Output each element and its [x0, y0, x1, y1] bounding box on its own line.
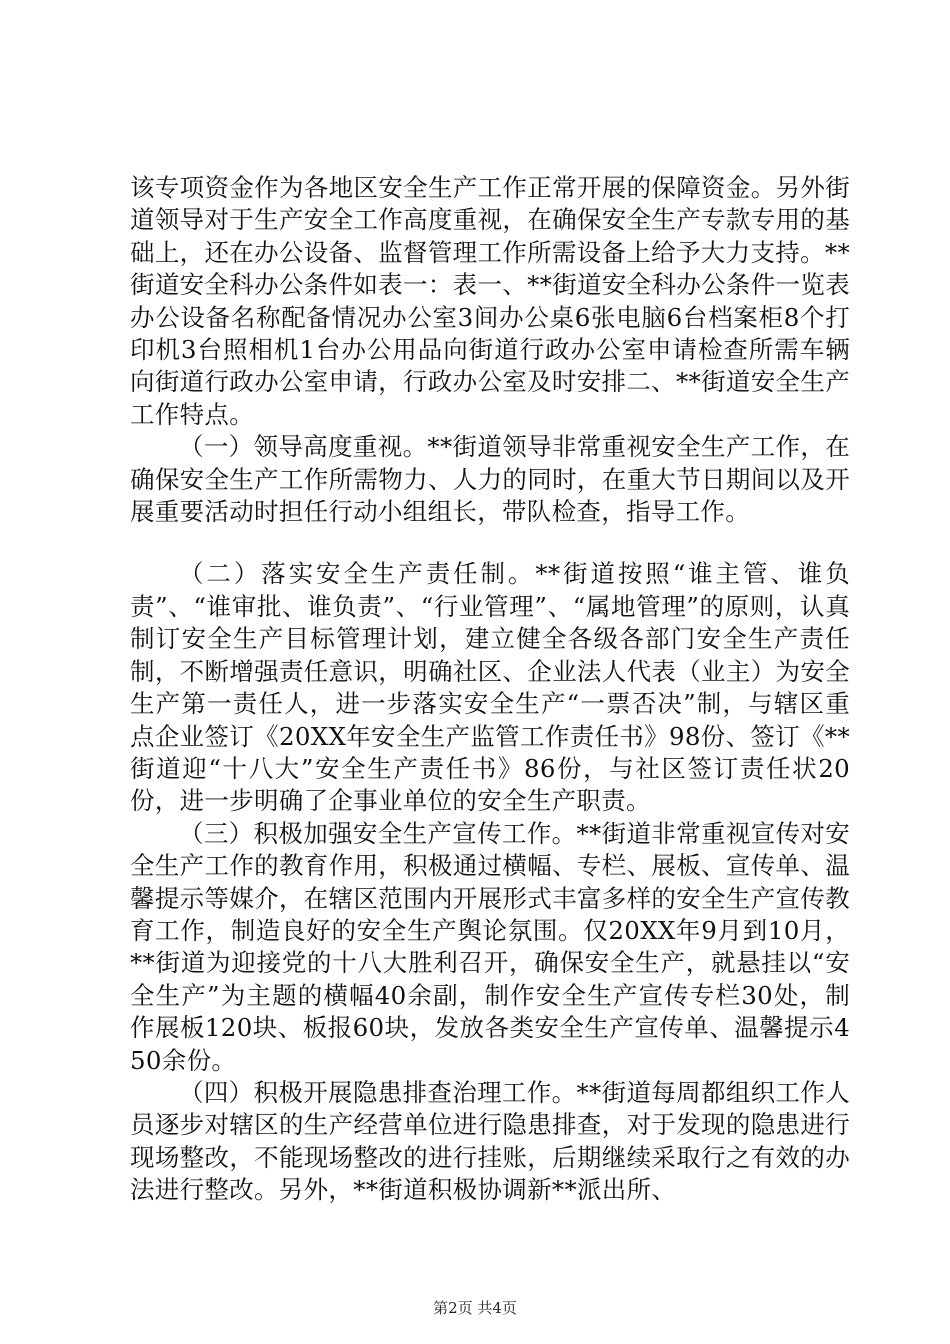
- paragraph-publicity: （三）积极加强安全生产宣传工作。**街道非常重视宣传对安全生产工作的教育作用，积极通过横幅、专栏、展板、宣传单、温馨提示等媒介，在辖区范围内开展形式丰富多样的安全生产宣传教育工作，制造良好的安全生产舆论氛围。仅20XX年9月到10月，**街道为迎接党的十八大胜利召开，确保安全生产，就悬挂以“安全生产”为主题的横幅40余副，制作安全生产宣传专栏30处，制作展板120块、板报60块，发放各类安全生产宣传单、温馨提示450余份。: [130, 818, 850, 1075]
- paragraph-continued: 该专项资金作为各地区安全生产工作正常开展的保障资金。另外街道领导对于生产安全工作高度重视，在确保安全生产专款专用的基础上，还在办公设备、监督管理工作所需设备上给予大力支持。**街道安全科办公条件如表一：表一、**街道安全科办公条件一览表办公设备名称配备情况办公室3间办公桌6张电脑6台档案柜8个打印机3台照相机1台办公用品向街道行政办公室申请检查所需车辆向街道行政办公室申请，行政办公室及时安排二、**街道安全生产工作特点。: [130, 173, 850, 429]
- paragraph-hazard-inspection: （四）积极开展隐患排查治理工作。**街道每周都组织工作人员逐步对辖区的生产经营单位进行隐患排查，对于发现的隐患进行现场整改，不能现场整改的进行挂账，后期继续采取行之有效的办法进行整改。另外，**街道积极协调新**派出所、: [130, 1077, 850, 1205]
- paragraph-responsibility: （二）落实安全生产责任制。**街道按照“谁主管、谁负责”、“谁审批、谁负责”、“行业管理”、“属地管理”的原则，认真制订安全生产目标管理计划，建立健全各级各部门安全生产责任制，不断增强责任意识，明确社区、企业法人代表（业主）为安全生产第一责任人，进一步落实安全生产“一票否决”制，与辖区重点企业签订《20XX年安全生产监管工作责任书》98份、签订《**街道迎“十八大”安全生产责任书》86份，与社区签订责任状20份，进一步明确了企事业单位的安全生产职责。: [130, 559, 850, 816]
- page-footer: 第2页 共4页: [433, 1299, 517, 1317]
- paragraph-leadership: （一）领导高度重视。**街道领导非常重视安全生产工作，在确保安全生产工作所需物力、人力的同时，在重大节日期间以及开展重要活动时担任行动小组组长，带队检查，指导工作。: [130, 432, 850, 527]
- document-body: [130, 172, 850, 1207]
